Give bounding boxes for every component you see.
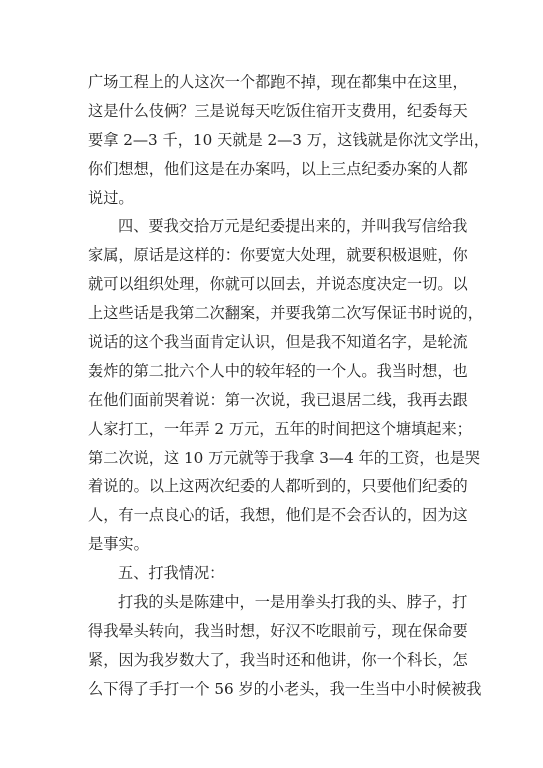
text-line: 你们想想，他们这是在办案吗，以上三点纪委办案的人都 — [88, 159, 468, 178]
text-line: 紧，因为我岁数大了，我当时还和他讲，你一个科长，怎 — [88, 650, 468, 669]
text-line: 着说的。以上这两次纪委的人都听到的，只要他们纪委的 — [88, 477, 468, 496]
paragraph-4 — [88, 588, 482, 704]
text-line: 在他们面前哭着说：第一次说，我已退居二线，我再去跟 — [88, 390, 468, 409]
text-line: 得我晕头转向，我当时想，好汉不吃眼前亏，现在保命要 — [88, 621, 468, 640]
text-line: 轰炸的第二批六个人中的较年轻的一个人。我当时想，也 — [88, 361, 468, 380]
text-line: 第二次说，这 10 万元就等于我拿 3—4 年的工资，也是哭 — [88, 448, 481, 467]
text-line: 四、要我交拾万元是纪委提出来的，并叫我写信给我 — [118, 217, 468, 236]
text-line: 说过。 — [88, 188, 134, 207]
text-line: 打我的头是陈建中，一是用拳头打我的头、脖子，打 — [118, 593, 468, 612]
text-line: 是事实。 — [88, 535, 149, 554]
paragraph-2 — [88, 212, 483, 559]
text-line: 要拿 2—3 千，10 天就是 2—3 万，这钱就是你沈文学出， — [88, 130, 490, 149]
document-body — [88, 68, 490, 704]
heading-line: 五、打我情况： — [118, 564, 225, 583]
text-line: 上这些话是我第二次翻案，并要我第二次写保证书时说的， — [88, 304, 483, 323]
text-line: 广场工程上的人这次一个都跑不掉，现在都集中在这里， — [88, 73, 468, 91]
text-line: 人家打工，一年弄 2 万元，五年的时间把这个塘填起来； — [88, 419, 472, 438]
text-line: 这是什么伎俩？三是说每天吃饭住宿开支费用，纪委每天 — [88, 101, 468, 120]
paragraph-1 — [88, 68, 490, 212]
text-line: 么下得了手打一个 56 岁的小老头，我一生当中小时候被我 — [88, 679, 482, 698]
text-line: 说话的这个我当面肯定认识，但是我不知道名字，是轮流 — [88, 333, 468, 352]
text-line: 人，有一点良心的话，我想，他们是不会否认的，因为这 — [88, 506, 468, 525]
text-line: 就可以组织处理，你就可以回去，并说态度决定一切。以 — [88, 275, 468, 294]
section-heading-5 — [88, 559, 468, 588]
text-line: 家属，原话是这样的：你要宽大处理，就要积极退赃，你 — [88, 246, 468, 265]
